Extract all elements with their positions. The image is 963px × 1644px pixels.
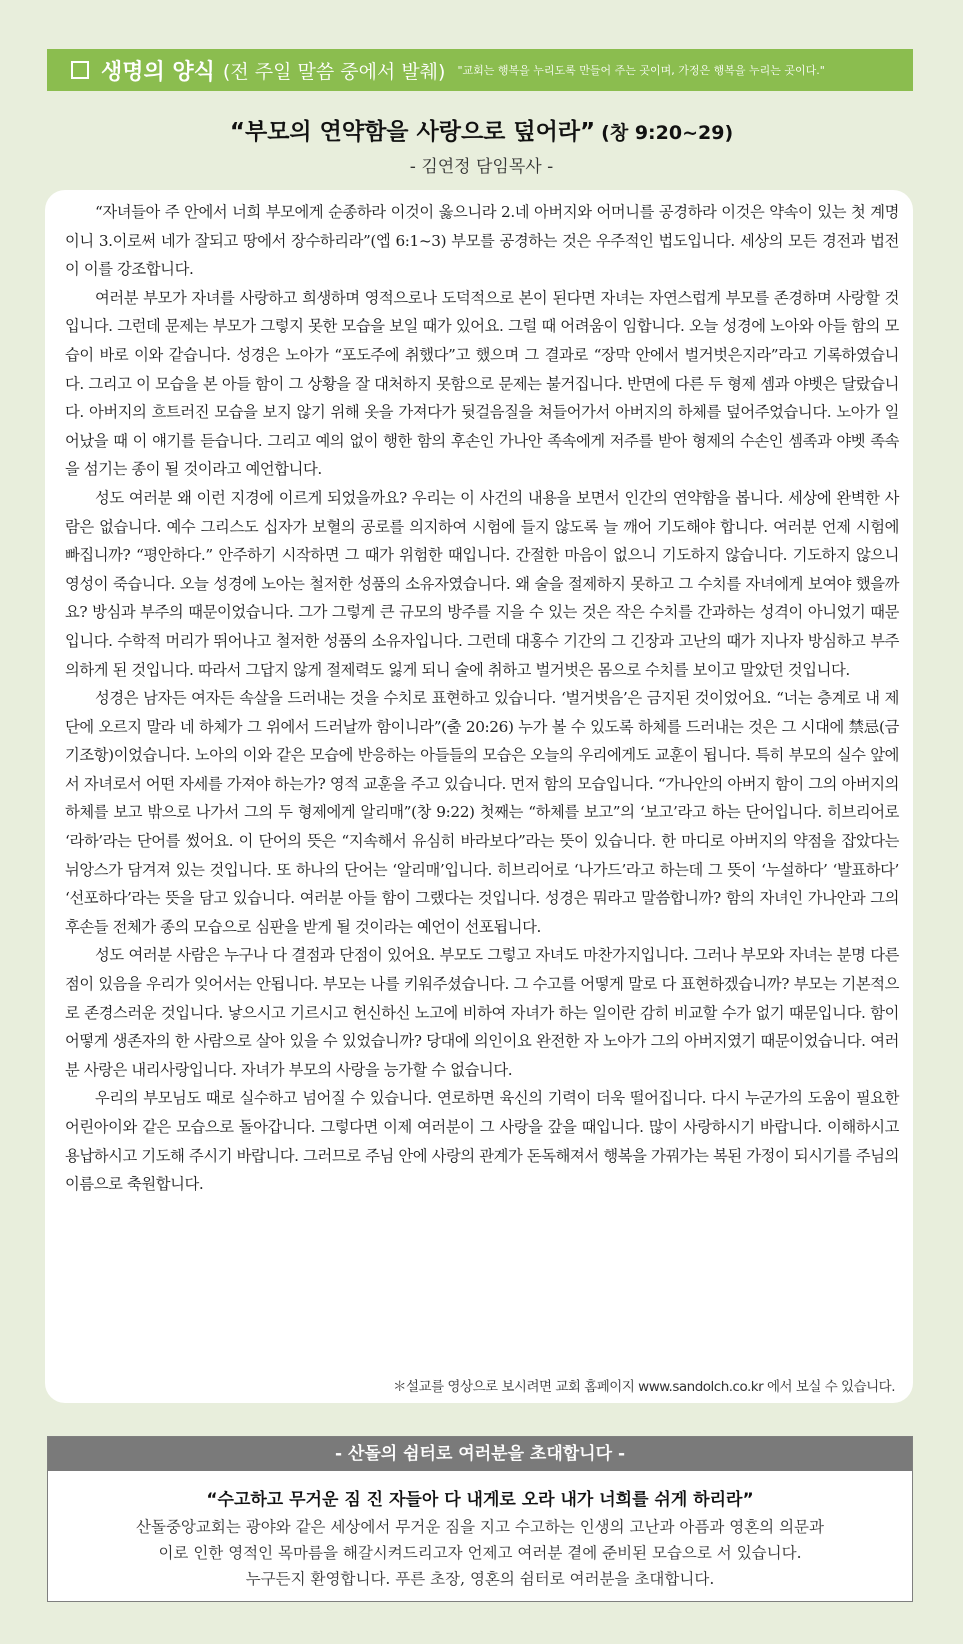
header-motto: "교회는 행복을 누리도록 만들어 주는 곳이며, 가정은 행복을 누리는 곳이다." — [457, 64, 825, 77]
invitation-body — [48, 1514, 912, 1592]
checkbox-square-icon — [71, 61, 89, 79]
section-subtitle: (전 주일 말씀 중에서 발췌) — [222, 60, 446, 83]
sermon-title — [0, 113, 963, 146]
sermon-paragraph: 여러분 부모가 자녀를 사랑하고 희생하며 영적으로나 도덕적으로 본이 된다면 자녀는 자연스럽게 부모를 존경하며 사랑할 것입니다. 그런데 문제는 부모가 그렇지 못한 모습을 보일 때가 있어요. 그럴 때 어려움이 임합니다. 오늘 성경에 노아와 아들 함의 모습이 바로 이와 같습니다. 성경은 노아가 “포도주에 취했다”고 했으며 그 결과로 “장막 안에서 벌거벗은지라”라고 기록하였습니다. 그리고 이 모습을 본 아들 함이 그 상황을 잘 대처하지 못함으로 문제는 불거집니다. 반면에 다른 두 형제 셈과 야벳은 달랐습니다. 아버지의 흐트러진 모습을 보지 않기 위해 옷을 가져다가 뒷걸음질을 쳐들어가서 아버지의 하체를 덮어주었습니다. 노아가 일어났을 때 이 얘기를 듣습니다. 그리고 예의 없이 행한 함의 후손인 가나안 족속에게 저주를 받아 형제의 수손인 셈족과 야벳 족속을 섬기는 종이 될 것이라고 예언합니다. — [65, 288, 899, 479]
sermon-title-text: “부모의 연약함을 사랑으로 덮어라” — [229, 119, 596, 145]
invitation-quote: “수고하고 무거운 짐 진 자들아 다 내게로 오라 내가 너희를 쉬게 하리라” — [206, 1490, 754, 1510]
invitation-line: 이로 인한 영적인 목마름을 해갈시켜드리고자 언제고 여러분 곁에 준비된 모습으로 서 있습니다. — [158, 1544, 802, 1562]
invitation-box — [47, 1436, 913, 1602]
invitation-line: 누구든지 환영합니다. 푸른 초장, 영혼의 쉼터로 여러분을 초대합니다. — [245, 1570, 715, 1588]
sermon-body-panel — [45, 190, 913, 1403]
sermon-paragraph: 성경은 남자든 여자든 속살을 드러내는 것을 수치로 표현하고 있습니다. ‘벌거벗음’은 금지된 것이었어요. “너는 층계로 내 제단에 오르지 말라 네 하체가 그 위에서 드러날까 함이니라”(출 20:26) 누가 볼 수 있도록 하체를 드러내는 것은 그 시대에 禁忌(금기조항)이었습니다. 노아의 이와 같은 모습에 반응하는 아들들의 모습은 오늘의 우리에게도 교훈이 됩니다. 특히 부모의 실수 앞에서 자녀로서 어떤 자세를 가져야 하는가? 영적 교훈을 주고 있습니다. 먼저 함의 모습입니다. “가나안의 아버지 함이 그의 아버지의 하체를 보고 밖으로 나가서 그의 두 형제에게 알리매”(창 9:22) 첫째는 “하체를 보고”의 ‘보고’라고 하는 단어입니다. 히브리어로 ‘라하’라는 단어를 썼어요. 이 단어의 뜻은 “지속해서 유심히 바라보다”라는 뜻이 있습니다. 한 마디로 아버지의 약점을 잡았다는 뉘앙스가 담겨져 있는 것입니다. 또 하나의 단어는 ‘알리매’입니다. 히브리어로 ‘나가드’라고 하는데 그 뜻이 ‘누설하다’ ‘발표하다’ ‘선포하다’라는 뜻을 담고 있습니다. 여러분 아들 함이 그랬다는 것입니다. 성경은 뭐라고 말씀합니까? 함의 자녀인 가나안과 그의 후손들 전체가 종의 모습으로 심판을 받게 될 것이라는 예언이 선포됩니다. — [65, 689, 899, 936]
invitation-heading: - 산돌의 쉼터로 여러분을 초대합니다 - — [48, 1437, 912, 1471]
pastor-name: - 김연정 담임목사 - — [409, 157, 554, 177]
sermon-paragraph: 성도 여러분 사람은 누구나 다 결점과 단점이 있어요. 부모도 그렇고 자녀도 마찬가지입니다. 그러나 부모와 자녀는 분명 다른 점이 있음을 우리가 잊어서는 안됩니다. 부모는 나를 키워주셨습니다. 그 수고를 어떻게 말로 다 표현하겠습니까? 부모는 기본적으로 존경스러운 것입니다. 낳으시고 기르시고 헌신하신 노고에 비하여 자녀가 하는 일이란 감히 비교할 수가 없기 때문입니다. 함이 어떻게 생존자의 한 사람으로 살아 있을 수 있었습니까? 당대에 의인이요 완전한 자 노아가 그의 아버지였기 때문이었습니다. 여러분 사랑은 내리사랑입니다. 자녀가 부모의 사랑을 능가할 수 없습니다. — [65, 946, 899, 1079]
sermon-paragraph: 성도 여러분 왜 이런 지경에 이르게 되었을까요? 우리는 이 사건의 내용을 보면서 인간의 연약함을 봅니다. 세상에 완벽한 사람은 없습니다. 예수 그리스도 십자가 보혈의 공로를 의지하여 시험에 들지 않도록 늘 깨어 기도해야 합니다. 여러분 언제 시험에 빠집니까? “평안하다.” 안주하기 시작하면 그 때가 위험한 때입니다. 간절한 마음이 없으니 기도하지 않습니다. 기도하지 않으니 영성이 죽습니다. 오늘 성경에 노아는 철저한 성품의 소유자였습니다. 왜 술을 절제하지 못하고 그 수치를 자녀에게 보여야 했을까요? 방심과 부주의 때문이었습니다. 그가 그렇게 큰 규모의 방주를 지을 수 있는 것은 작은 수치를 간과하는 성격이 아니었기 때문입니다. 수학적 머리가 뛰어나고 철저한 성품의 소유자입니다. 그런데 대홍수 기간의 그 긴장과 고난의 때가 지나자 방심하고 부주의하게 된 것입니다. 따라서 그답지 않게 절제력도 잃게 되니 술에 취하고 벌거벗은 몸으로 수치를 보이고 말았던 것입니다. — [65, 488, 899, 679]
section-title: 생명의 양식 — [101, 59, 215, 85]
sermon-paragraph: 우리의 부모님도 때로 실수하고 넘어질 수 있습니다. 연로하면 육신의 기력이 더욱 떨어집니다. 다시 누군가의 도움이 필요한 어린아이와 같은 모습으로 돌아갑니다. 그렇다면 이제 여러분이 그 사랑을 갚을 때입니다. 많이 사랑하시기 바랍니다. 이해하시고 용납하시고 기도해 주시기 바랍니다. 그러므로 주님 안에 사랑의 관계가 돈독해져서 행복을 가꿔가는 복된 가정이 되시기를 주님의 이름으로 축원합니다. — [65, 1089, 899, 1194]
sermon-paragraph: “자녀들아 주 안에서 너희 부모에게 순종하라 이것이 옳으니라 2.네 아버지와 어머니를 공경하라 이것은 약속이 있는 첫 계명이니 3.이로써 네가 잘되고 땅에서 장수하리라”(엡 6:1~3) 부모를 공경하는 것은 우주적인 법도입니다. 세상의 모든 경전과 법전이 이를 강조합니다. — [65, 203, 899, 279]
video-footnote: ＊설교를 영상으로 보시려면 교회 홈페이지 www.sandolch.co.kr 에서 보실 수 있습니다. — [393, 1379, 895, 1395]
invitation-line: 산돌중앙교회는 광야와 같은 세상에서 무거운 짐을 지고 수고하는 인생의 고난과 아픔과 영혼의 의문과 — [136, 1518, 824, 1536]
scripture-reference: (창 9:20~29) — [601, 122, 734, 144]
section-header-bar — [47, 49, 913, 91]
